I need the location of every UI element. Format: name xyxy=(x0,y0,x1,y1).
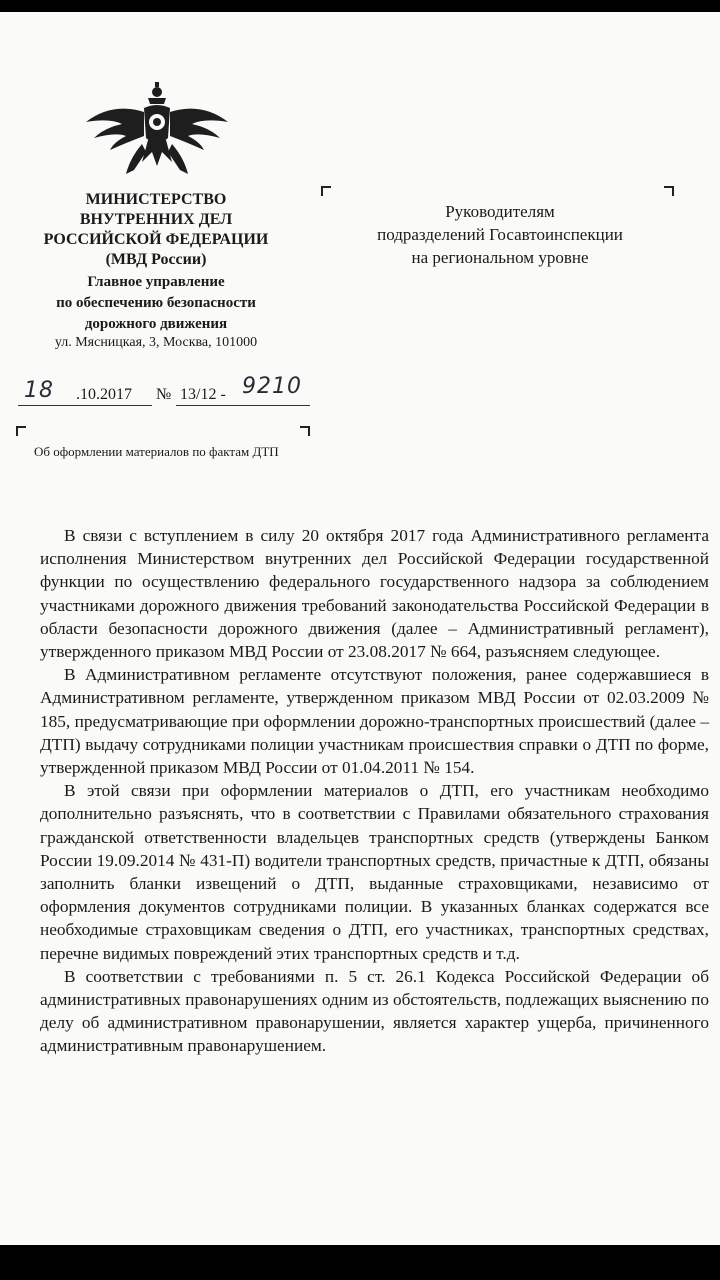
date-underline xyxy=(18,405,152,406)
number-underline xyxy=(176,405,310,406)
ministry-line: МИНИСТЕРСТВО xyxy=(85,191,227,208)
subject-corner-right xyxy=(300,426,310,436)
subject-corner-left xyxy=(16,426,26,436)
registration-date: .10.2017 xyxy=(76,386,132,403)
body-paragraph: В Административном регламенте отсутствуют положения, ранее содержавшиеся в Административном регламенте, утвержденном приказом МВД России от 02.03.2009 № 185, предусматривающие при оформлении дорожно-транспортных происшествий (далее – ДТП) выдачу сотрудниками полиции участникам происшествия справки о ДТП по форме, утвержденной приказом МВД России от 01.04.2011 № 154. xyxy=(40,665,709,778)
body-paragraph: В соответствии с требованиями п. 5 ст. 26.1 Кодекса Российской Федерации об административных правонарушениях одним из обстоятельств, подлежащих выяснению по делу об административном правонарушении, является характер ущерба, причиненного административным правонарушением. xyxy=(40,966,709,1056)
ministry-line: РОССИЙСКОЙ ФЕДЕРАЦИИ xyxy=(43,231,269,248)
handwritten-number: 9210 xyxy=(242,374,302,399)
ministry-line: ВНУТРЕННИХ ДЕЛ xyxy=(79,211,233,228)
recipient-corner-right xyxy=(664,186,674,196)
department-line: по обеспечению безопасности xyxy=(56,295,256,311)
recipient-block xyxy=(340,200,660,269)
letter-body xyxy=(40,524,709,1058)
department-line: дорожного движения xyxy=(84,316,228,332)
department-name xyxy=(20,272,292,335)
registration-number-prefix: 13/12 - xyxy=(180,386,226,403)
bottom-frame-bar xyxy=(0,1245,720,1280)
letter-subject: Об оформлении материалов по фактам ДТП xyxy=(34,444,279,459)
body-paragraph: В связи с вступлением в силу 20 октября 2017 года Административного регламента исполнения Министерством внутренних дел Российской Федерации государственной функции по осуществлению федерального государственного надзора за соблюдением участниками дорожного движения требований законодательства Российской Федерации в области безопасности дорожного движения (далее – Административный регламент), утвержденного приказом МВД России от 23.08.2017 № 664, разъясняем следующее. xyxy=(40,526,709,662)
department-line: Главное управление xyxy=(87,274,225,290)
mvd-eagle-emblem-icon xyxy=(82,78,232,182)
handwritten-day: 18 xyxy=(24,378,54,403)
recipient-line: Руководителям xyxy=(445,202,555,221)
document-page xyxy=(0,12,720,1245)
registration-line xyxy=(18,374,310,406)
recipient-corner-left xyxy=(321,186,331,196)
recipient-line: на региональном уровне xyxy=(411,248,589,267)
registration-number-label: № xyxy=(156,386,172,403)
body-paragraph: В этой связи при оформлении материалов о ДТП, его участникам необходимо дополнительно разъяснять, что в соответствии с Правилами обязательного страхования гражданской ответственности владельцев транспортных средств (утверждены Банком России 19.09.2014 № 431-П) водители транспортных средств, причастные к ДТП, обязаны заполнить бланки извещений о ДТП, выданные страховщиками, независимо от оформления документов сотрудниками полиции. В указанных бланках содержатся все необходимые страховщикам сведения о ДТП, его участниках, транспортных средствах, перечне видимых повреждений этих транспортных средств и т.д. xyxy=(40,781,709,963)
ministry-abbrev: (МВД России) xyxy=(105,251,207,268)
ministry-name xyxy=(20,190,292,270)
recipient-line: подразделений Госавтоинспекции xyxy=(377,225,623,244)
top-frame-bar xyxy=(0,0,720,12)
department-address: ул. Мясницкая, 3, Москва, 101000 xyxy=(54,335,258,350)
